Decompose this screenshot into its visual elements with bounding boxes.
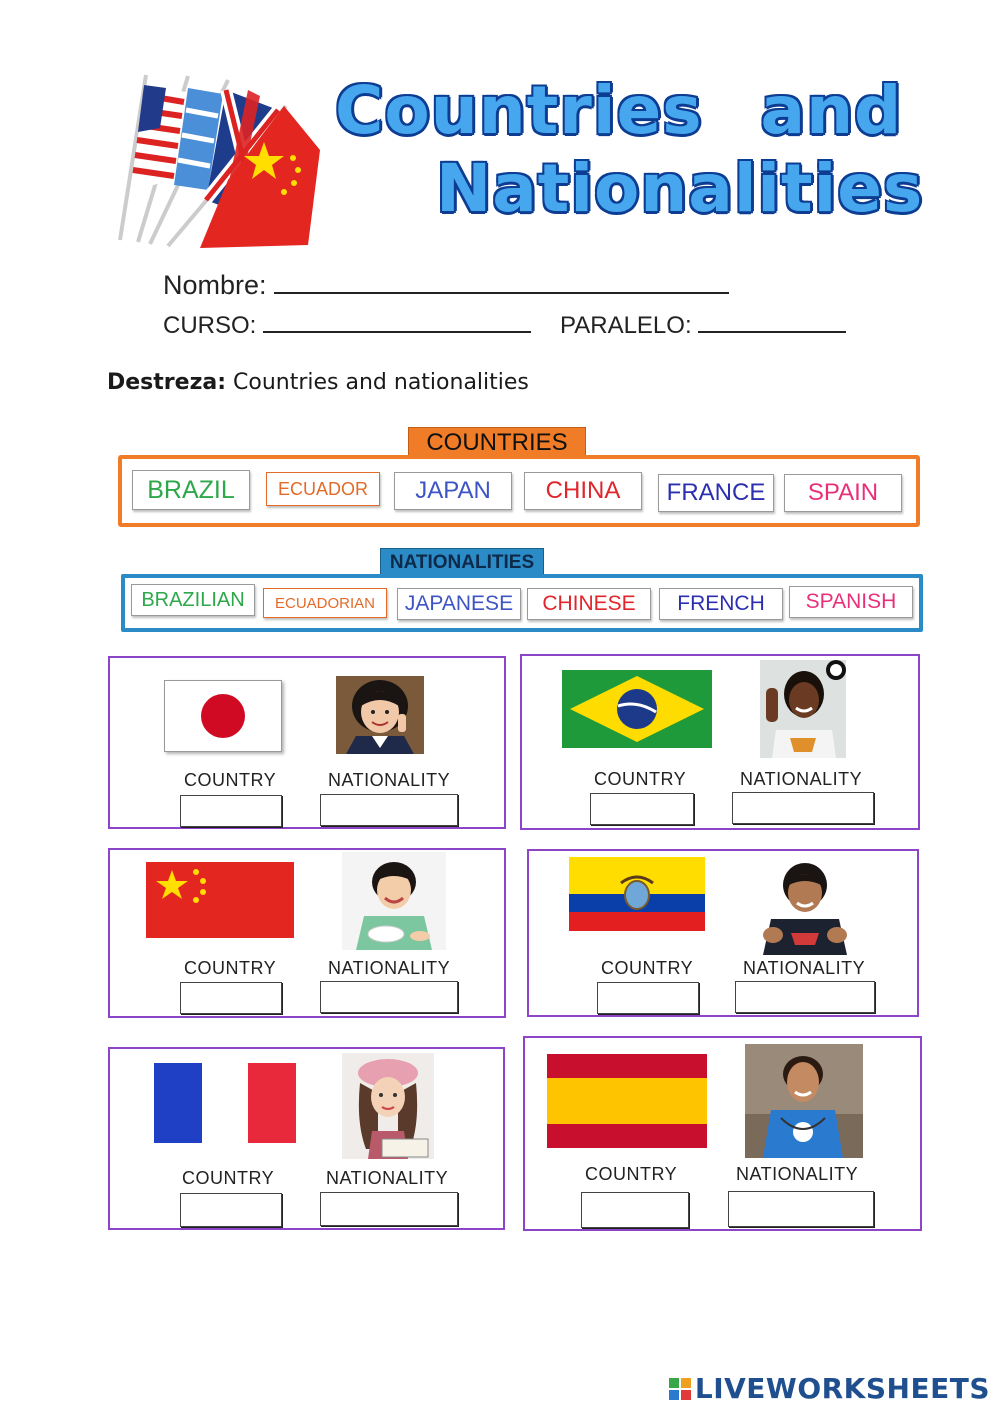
curso-blank[interactable] — [263, 311, 531, 333]
nationalities-bank-label: NATIONALITIES — [380, 548, 544, 578]
ecuador-nationality-input[interactable] — [735, 981, 875, 1013]
japan-nationality-input[interactable] — [320, 794, 458, 826]
nationality-label: NATIONALITY — [740, 769, 863, 789]
country-word-china[interactable]: CHINA — [524, 472, 642, 510]
title-countries: Countries — [335, 72, 703, 149]
china-flag — [146, 862, 294, 938]
countries-bank-label: COUNTRIES — [408, 427, 586, 459]
france-flag — [154, 1063, 296, 1143]
card-france — [108, 1047, 505, 1230]
nationality-label: NATIONALITY — [328, 770, 451, 790]
child-photo-chinese-boy — [342, 852, 446, 950]
child-photo-french-girl — [342, 1053, 434, 1159]
country-word-spain[interactable]: SPAIN — [784, 474, 902, 512]
country-label: COUNTRY — [184, 770, 277, 790]
title-line-2: Nationalities — [436, 150, 924, 227]
country-label: COUNTRY — [585, 1164, 678, 1184]
title-and: and — [760, 72, 903, 149]
card-japan — [108, 656, 506, 829]
nationality-word-brazilian[interactable]: BRAZILIAN — [131, 584, 255, 616]
nationality-word-chinese[interactable]: CHINESE — [527, 588, 651, 620]
nationality-label: NATIONALITY — [326, 1168, 449, 1188]
spain-country-input[interactable] — [581, 1192, 689, 1228]
destreza-text: Countries and nationalities — [233, 370, 529, 395]
name-label: Nombre: — [163, 270, 267, 300]
child-photo-ecuadorian-boy — [755, 857, 855, 955]
card-brazil — [520, 654, 920, 830]
country-word-france[interactable]: FRANCE — [658, 474, 774, 512]
name-row — [163, 270, 729, 301]
paralelo-row — [560, 311, 846, 340]
header-flags-illustration — [108, 70, 323, 250]
child-photo-spanish-boy — [745, 1044, 863, 1158]
nationalities-bank — [121, 574, 923, 632]
nationality-label: NATIONALITY — [328, 958, 451, 978]
france-country-input[interactable] — [180, 1193, 282, 1227]
card-ecuador — [527, 849, 919, 1017]
nationality-label: NATIONALITY — [743, 958, 866, 978]
destreza-line — [107, 370, 529, 395]
country-word-brazil[interactable]: BRAZIL — [132, 470, 250, 510]
child-photo-japanese-girl — [336, 676, 424, 754]
ecuador-country-input[interactable] — [597, 982, 699, 1014]
country-label: COUNTRY — [182, 1168, 275, 1188]
destreza-label: Destreza: — [107, 370, 227, 395]
brazil-flag — [562, 670, 712, 748]
spain-flag — [547, 1054, 707, 1148]
nationality-label: NATIONALITY — [736, 1164, 859, 1184]
curso-label: CURSO: — [163, 312, 257, 339]
nationality-word-french[interactable]: FRENCH — [659, 588, 783, 620]
brazil-nationality-input[interactable] — [732, 792, 874, 824]
china-nationality-input[interactable] — [320, 981, 458, 1013]
curso-row — [163, 311, 531, 340]
countries-bank — [118, 455, 920, 527]
spain-nationality-input[interactable] — [728, 1191, 874, 1227]
nationality-word-japanese[interactable]: JAPANESE — [397, 588, 521, 620]
nationality-word-ecuadorian[interactable]: ECUADORIAN — [263, 588, 387, 618]
liveworksheets-brand: LIVEWORKSHEETS — [694, 1372, 990, 1405]
country-word-japan[interactable]: JAPAN — [394, 472, 512, 510]
france-nationality-input[interactable] — [320, 1192, 458, 1226]
ecuador-flag — [569, 857, 705, 931]
paralelo-blank[interactable] — [698, 311, 846, 333]
country-label: COUNTRY — [601, 958, 694, 978]
japan-flag — [164, 680, 282, 752]
name-blank[interactable] — [274, 272, 729, 294]
title-line-1 — [335, 72, 902, 149]
brazil-country-input[interactable] — [590, 793, 694, 825]
child-photo-brazilian-girl — [760, 660, 846, 758]
country-label: COUNTRY — [594, 769, 687, 789]
paralelo-label: PARALELO: — [560, 312, 692, 339]
nationality-word-spanish[interactable]: SPANISH — [789, 586, 913, 618]
liveworksheets-logo — [669, 1372, 990, 1405]
country-word-ecuador[interactable]: ECUADOR — [266, 472, 380, 506]
japan-country-input[interactable] — [180, 795, 282, 827]
country-label: COUNTRY — [184, 958, 277, 978]
liveworksheets-badge-icon — [669, 1378, 691, 1400]
card-spain — [523, 1036, 922, 1231]
china-country-input[interactable] — [180, 982, 282, 1014]
card-china — [108, 848, 506, 1018]
